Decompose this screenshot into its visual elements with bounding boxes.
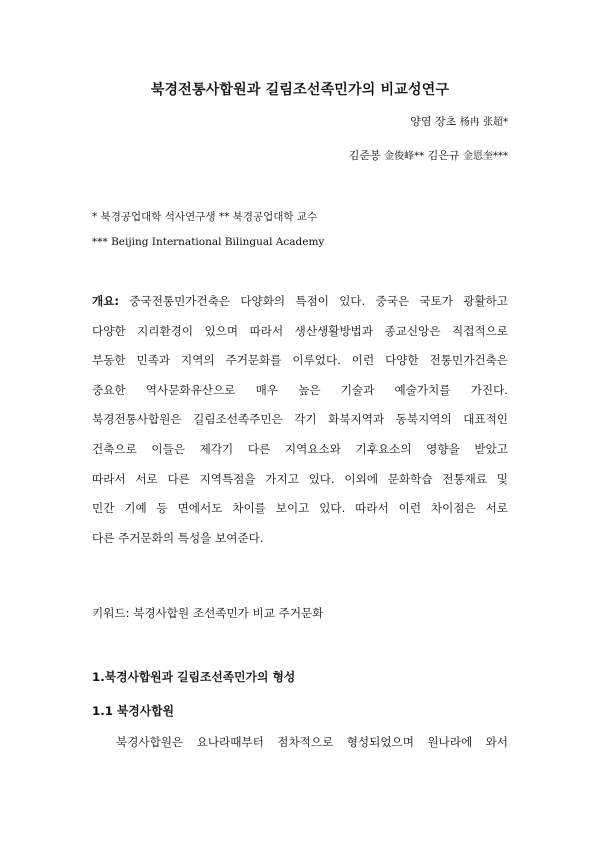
abstract-line: 민간 기예 등 면에서도 차이를 보이고 있다. 따라서 이런 차이점은 서로 <box>92 501 508 516</box>
abstract-line: 다른 주거문화의 특성을 보여준다. <box>92 530 264 545</box>
author-name-korean-2: 김은규 <box>427 149 460 162</box>
abstract-line: 따라서 서로 다른 지역특점을 가지고 있다. 이외에 문화학습 전통재료 및 <box>92 471 508 486</box>
abstract-line: 부동한 민족과 지역의 주거문화를 이루었다. 이런 다양한 전통민가건축은 <box>92 353 508 368</box>
abstract-line: 개요: 중국전통민가건축은 다양화의 특점이 있다. 중국은 국토가 광활하고 <box>92 294 509 308</box>
author-line-2 <box>349 147 508 163</box>
affiliation-line-1: * 북경공업대학 석사연구생 ** 북경공업대학 교수 <box>92 211 318 223</box>
author-names-korean: 양염 장초 <box>410 115 457 128</box>
keywords: 키워드: 북경사합원 조선족민가 비교 주거문화 <box>92 606 324 620</box>
abstract-line: 다양한 지리환경이 있으며 따라서 생산생활방법과 종교신앙은 직접적으로 <box>92 323 508 338</box>
author-name-hanja-2: 金恩奎*** <box>463 151 508 162</box>
body-paragraph-line: 북경사합원은 요나라때부터 점차적으로 형성되었으며 원나라에 와서 <box>116 735 508 749</box>
subsection-heading-1-1: 1.1 북경사합원 <box>92 704 174 718</box>
abstract-line: 건축으로 이들은 제각기 다른 지역요소와 기후요소의 영향을 받았고 <box>92 441 508 456</box>
section-heading-1: 1.북경사합원과 길림조선족민가의 형성 <box>92 670 296 684</box>
affiliation-line-2: *** Beijing International Bilingual Academy <box>92 236 325 248</box>
abstract-line: 중요한 역사문화유산으로 매우 높은 기술과 예술가치를 가진다. <box>92 382 508 397</box>
author-names-hanja: 杨冉 张超* <box>459 117 508 128</box>
paper-title: 북경전통사합원과 길림조선족민가의 비교성연구 <box>150 82 450 98</box>
author-name-korean-1: 김준봉 <box>348 149 381 162</box>
abstract <box>92 292 508 558</box>
abstract-line: 북경전통사합원은 길림조선족주민은 각기 화북지역과 동북지역의 대표적인 <box>92 412 508 427</box>
abstract-label: 개요: <box>92 294 120 308</box>
author-line-1 <box>410 113 508 129</box>
author-name-hanja-1: 金俊峰** <box>384 151 425 162</box>
